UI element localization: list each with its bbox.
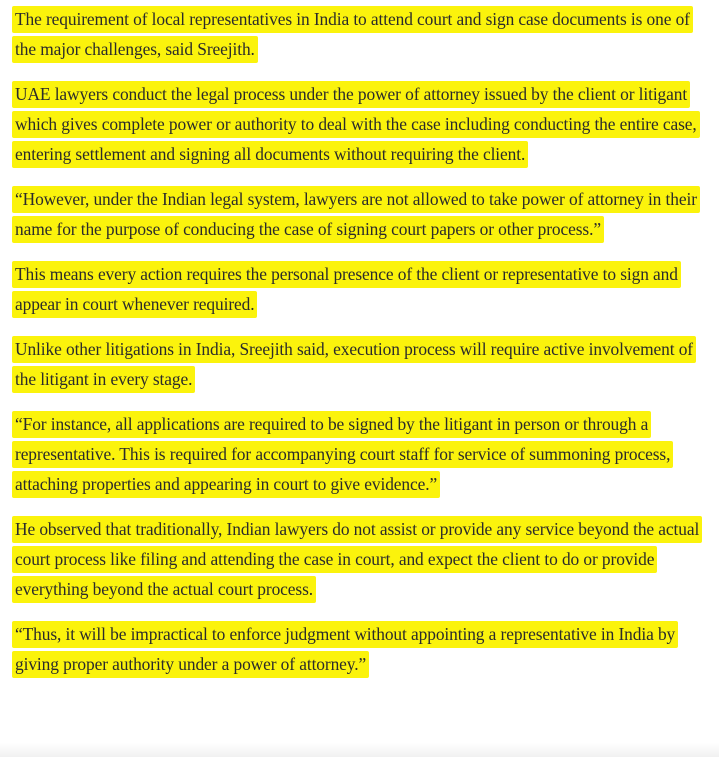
paragraph-7 [12, 514, 712, 604]
paragraph-8 [12, 619, 712, 679]
article-body [12, 4, 712, 694]
paragraph-4 [12, 259, 712, 319]
highlighted-text: He observed that traditionally, Indian lawyers do not assist or provide any service beyond the actual court process like filing and attending the case in court, and expect the client to do or provide everything beyond the actual court process. [12, 516, 702, 603]
paragraph-1 [12, 4, 712, 64]
paragraph-3 [12, 184, 712, 244]
paragraph-6 [12, 409, 712, 499]
highlighted-text: Unlike other litigations in India, Sreejith said, execution process will require active involvement of the litigant in every stage. [12, 336, 696, 393]
highlighted-text: The requirement of local representatives in India to attend court and sign case documents is one of the major challenges, said Sreejith. [12, 6, 693, 63]
bottom-edge [0, 743, 719, 757]
highlighted-text: UAE lawyers conduct the legal process under the power of attorney issued by the client or litigant which gives complete power or authority to deal with the case including conducting the entire case, entering settlement and signing all documents without requiring the client. [12, 81, 700, 168]
highlighted-text: “Thus, it will be impractical to enforce judgment without appointing a representative in India by giving proper authority under a power of attorney.” [12, 621, 678, 678]
paragraph-5 [12, 334, 712, 394]
highlighted-text: This means every action requires the personal presence of the client or representative to sign and appear in court whenever required. [12, 261, 681, 318]
paragraph-2 [12, 79, 712, 169]
highlighted-text: “However, under the Indian legal system, lawyers are not allowed to take power of attorney in their name for the purpose of conducing the case of signing court papers or other process.” [12, 186, 700, 243]
highlighted-text: “For instance, all applications are required to be signed by the litigant in person or through a representative. This is required for accompanying court staff for service of summoning process, attaching properties and appearing in court to give evidence.” [12, 411, 673, 498]
